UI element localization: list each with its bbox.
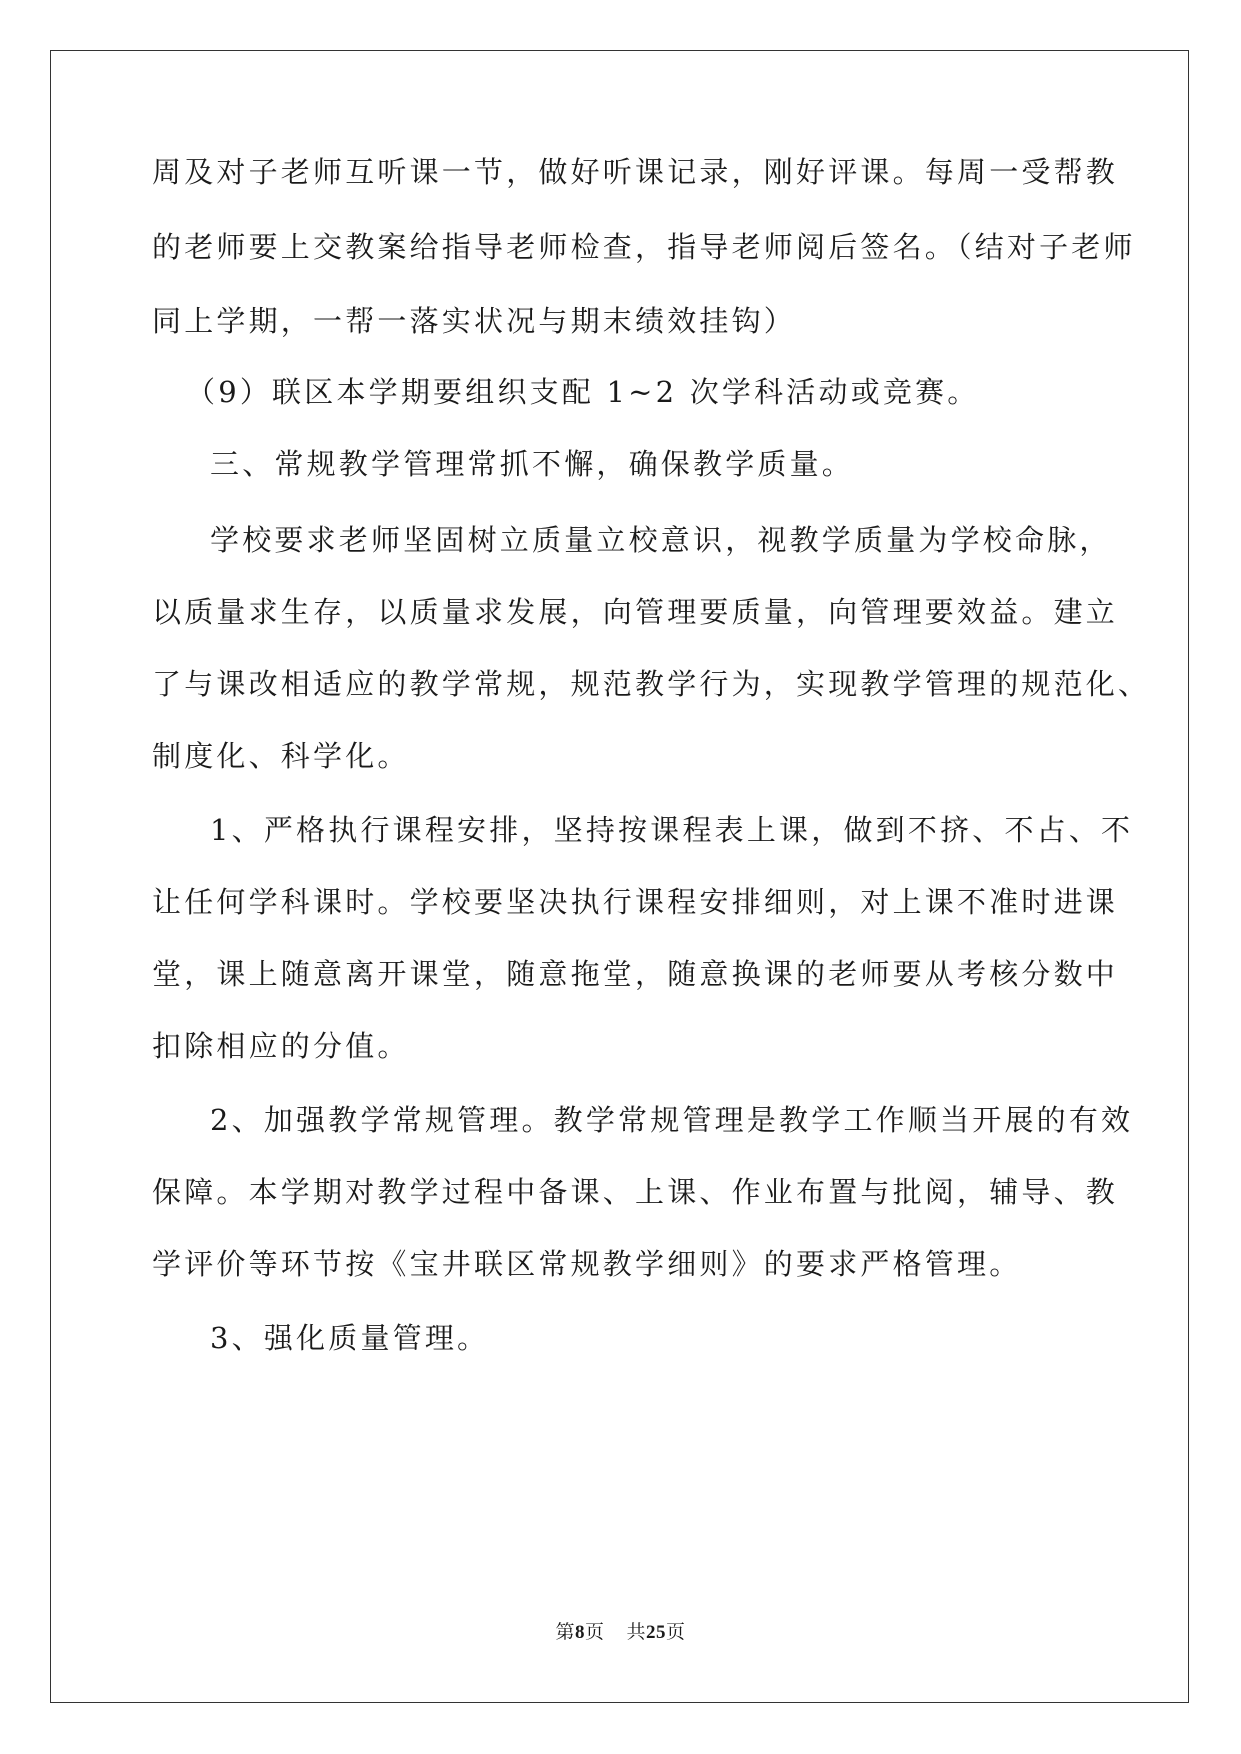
body-line-4: （9）联区本学期要组织支配 1~2 次学科活动或竞赛。 <box>186 375 980 409</box>
body-line-10: 1、严格执行课程安排，坚持按课程表上课，做到不挤、不占、不 <box>210 813 1134 847</box>
body-line-6: 学校要求老师坚固树立质量立校意识，视教学质量为学校命脉， <box>210 523 1112 557</box>
footer-page-unit: 页 <box>584 1621 605 1643</box>
section-heading-3: 三、常规教学管理常抓不懈，确保教学质量。 <box>210 447 855 481</box>
body-line-8: 了与课改相适应的教学常规，规范教学行为，实现教学管理的规范化、 <box>152 667 1151 701</box>
body-line-11: 让任何学科课时。学校要坚决执行课程安排细则，对上课不准时进课 <box>152 885 1119 919</box>
page-footer <box>0 1620 1241 1645</box>
footer-prefix: 第 <box>555 1621 575 1643</box>
body-line-17: 3、强化质量管理。 <box>210 1321 490 1355</box>
body-line-14: 2、加强教学常规管理。教学常规管理是教学工作顺当开展的有效 <box>210 1103 1134 1137</box>
body-line-13: 扣除相应的分值。 <box>152 1029 410 1063</box>
body-line-15: 保障。本学期对教学过程中备课、上课、作业布置与批阅，辅导、教 <box>152 1175 1119 1209</box>
body-line-7: 以质量求生存，以质量求发展，向管理要质量，向管理要效益。建立 <box>152 595 1119 629</box>
footer-current-page: 8 <box>574 1622 585 1643</box>
page-border <box>50 50 1189 1703</box>
footer-total-unit: 页 <box>666 1621 686 1643</box>
body-line-9: 制度化、科学化。 <box>152 739 410 773</box>
body-line-12: 堂，课上随意离开课堂，随意拖堂，随意换课的老师要从考核分数中 <box>152 957 1119 991</box>
body-line-2: 的老师要上交教案给指导老师检查，指导老师阅后签名。（结对子老师 <box>152 230 1136 264</box>
footer-total-prefix: 共 <box>626 1621 647 1643</box>
body-line-16: 学评价等环节按《宝井联区常规教学细则》的要求严格管理。 <box>152 1247 1022 1281</box>
body-line-1: 周及对子老师互听课一节，做好听课记录，刚好评课。每周一受帮教 <box>152 155 1119 189</box>
body-line-3: 同上学期，一帮一落实状况与期末绩效挂钩） <box>152 304 797 338</box>
footer-total-pages: 25 <box>646 1622 667 1643</box>
